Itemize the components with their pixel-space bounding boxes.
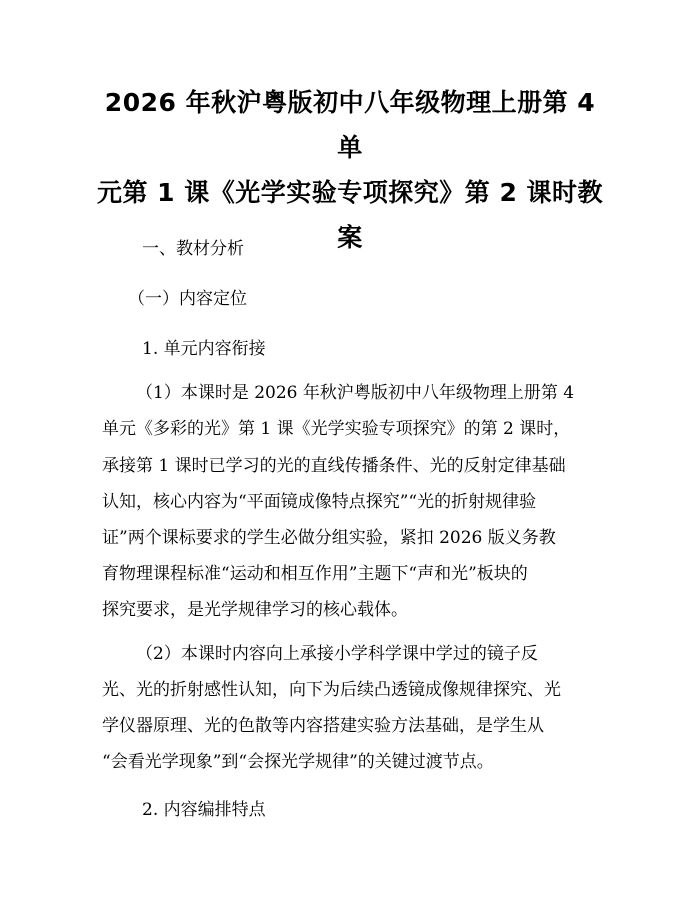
title-line: 元第 1 课《光学实验专项探究》第 2 课时教 xyxy=(96,178,604,207)
title-line: 案 xyxy=(337,223,363,252)
paragraph-line: 光、光的折射感性认知，向下为后续凸透镜成像规律探究、光 xyxy=(102,680,561,700)
section-heading: 一、教材分析 xyxy=(142,239,244,259)
paragraph-line: 证”两个课标要求的学生必做分组实验，紧扣 2026 版义务教 xyxy=(102,528,556,548)
paragraph-line: 承接第 1 课时已学习的光的直线传播条件、光的反射定律基础 xyxy=(102,456,566,476)
paragraph-line: “会看光学现象”到“会探光学规律”的关键过渡节点。 xyxy=(102,752,494,772)
item-heading: 2. 内容编排特点 xyxy=(142,800,266,820)
paragraph-line: 探究要求，是光学规律学习的核心载体。 xyxy=(102,600,408,620)
paragraph-line: （2）本课时内容向上承接小学科学课中学过的镜子反 xyxy=(136,644,538,664)
title-line: 2026 年秋沪粤版初中八年级物理上册第 4 单 xyxy=(104,88,596,162)
subsection-heading: （一）内容定位 xyxy=(128,289,247,309)
item-heading: 1. 单元内容衔接 xyxy=(142,339,266,359)
paragraph-line: （1）本课时是 2026 年秋沪粤版初中八年级物理上册第 4 xyxy=(136,383,575,403)
paragraph-line: 单元《多彩的光》第 1 课《光学实验专项探究》的第 2 课时， xyxy=(102,419,571,439)
paragraph-line: 学仪器原理、光的色散等内容搭建实验方法基础，是学生从 xyxy=(102,716,544,736)
paragraph-line: 育物理课程标准“运动和相互作用”主题下“声和光”板块的 xyxy=(102,564,528,584)
paragraph-line: 认知，核心内容为“平面镜成像特点探究”“光的折射规律验 xyxy=(102,492,537,512)
